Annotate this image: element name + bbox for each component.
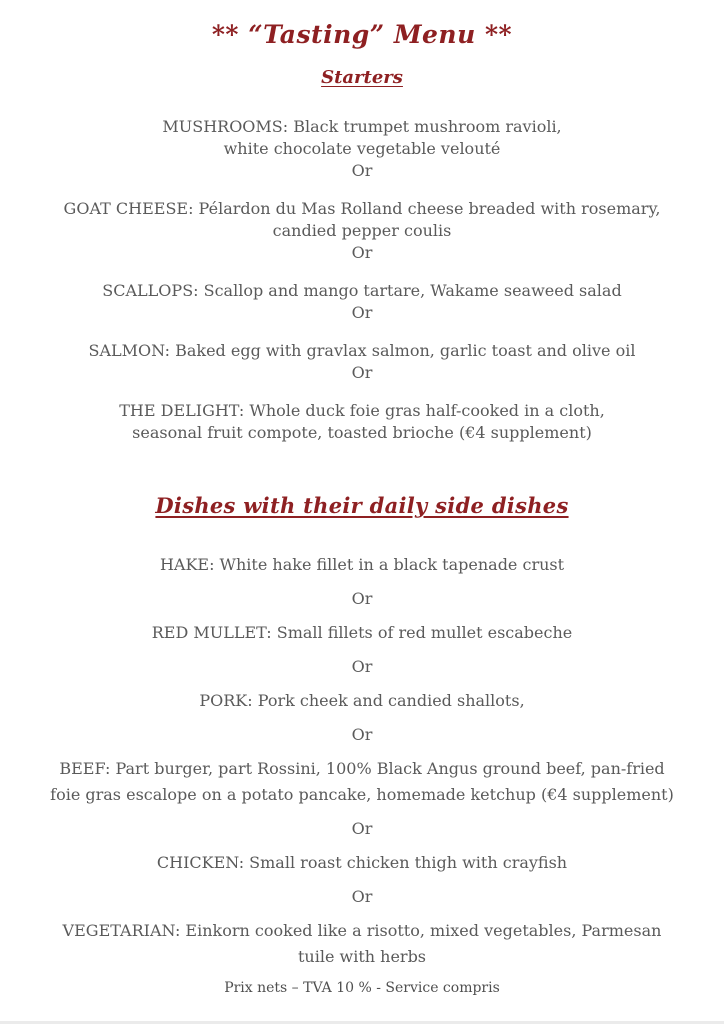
or-separator: Or <box>351 725 373 744</box>
menu-item-mushrooms <box>0 116 724 182</box>
or-separator: Or <box>351 589 373 608</box>
menu-item-chicken <box>0 850 724 876</box>
footer-note: Prix nets – TVA 10 % - Service compris <box>224 980 500 996</box>
menu-item-line: SCALLOPS: Scallop and mango tartare, Wakame seaweed salad <box>102 281 622 300</box>
menu-item-line: white chocolate vegetable velouté <box>223 139 501 158</box>
menu-item-line: seasonal fruit compote, toasted brioche (€4 supplement) <box>132 423 592 442</box>
menu-item-line: tuile with herbs <box>297 947 427 966</box>
or-separator: Or <box>351 161 373 180</box>
menu-item-line: MUSHROOMS: Black trumpet mushroom ravioli, <box>162 117 562 136</box>
menu-title: ** “Tasting” Menu ** <box>211 20 513 49</box>
section-heading-starters: Starters <box>321 67 403 88</box>
dishes-items <box>0 552 724 970</box>
menu-item-vegetarian <box>0 918 724 970</box>
menu-item-line: THE DELIGHT: Whole duck foie gras half-cooked in a cloth, <box>119 401 605 420</box>
menu-item-line: RED MULLET: Small fillets of red mullet escabeche <box>151 623 573 642</box>
menu-item-line: foie gras escalope on a potato pancake, homemade ketchup (€4 supplement) <box>50 785 674 804</box>
or-separator: Or <box>351 243 373 262</box>
starters-items <box>0 116 724 444</box>
menu-item-line: HAKE: White hake fillet in a black tapenade crust <box>159 555 565 574</box>
menu-item-scallops <box>0 280 724 324</box>
menu-item-line: BEEF: Part burger, part Rossini, 100% Black Angus ground beef, pan-fried <box>59 759 665 778</box>
menu-item-line: CHICKEN: Small roast chicken thigh with crayfish <box>156 853 568 872</box>
menu-item-line: SALMON: Baked egg with gravlax salmon, garlic toast and olive oil <box>88 341 636 360</box>
or-separator: Or <box>351 303 373 322</box>
menu-item-goat-cheese <box>0 198 724 264</box>
or-separator: Or <box>351 363 373 382</box>
menu-item-hake <box>0 552 724 578</box>
menu-item-line: VEGETARIAN: Einkorn cooked like a risotto, mixed vegetables, Parmesan <box>62 921 662 940</box>
or-separator: Or <box>351 819 373 838</box>
or-separator: Or <box>351 657 373 676</box>
section-starters <box>0 66 724 444</box>
menu-item-line: candied pepper coulis <box>272 221 452 240</box>
menu-item-pork <box>0 688 724 714</box>
section-heading-dishes: Dishes with their daily side dishes <box>155 493 569 518</box>
menu-item-the-delight <box>0 400 724 444</box>
section-dishes <box>0 492 724 970</box>
menu-item-line: PORK: Pork cheek and candied shallots, <box>199 691 525 710</box>
or-separator: Or <box>351 887 373 906</box>
menu-item-beef <box>0 756 724 808</box>
menu-item-red-mullet <box>0 620 724 646</box>
menu-item-line: GOAT CHEESE: Pélardon du Mas Rolland cheese breaded with rosemary, <box>63 199 661 218</box>
menu-item-salmon <box>0 340 724 384</box>
